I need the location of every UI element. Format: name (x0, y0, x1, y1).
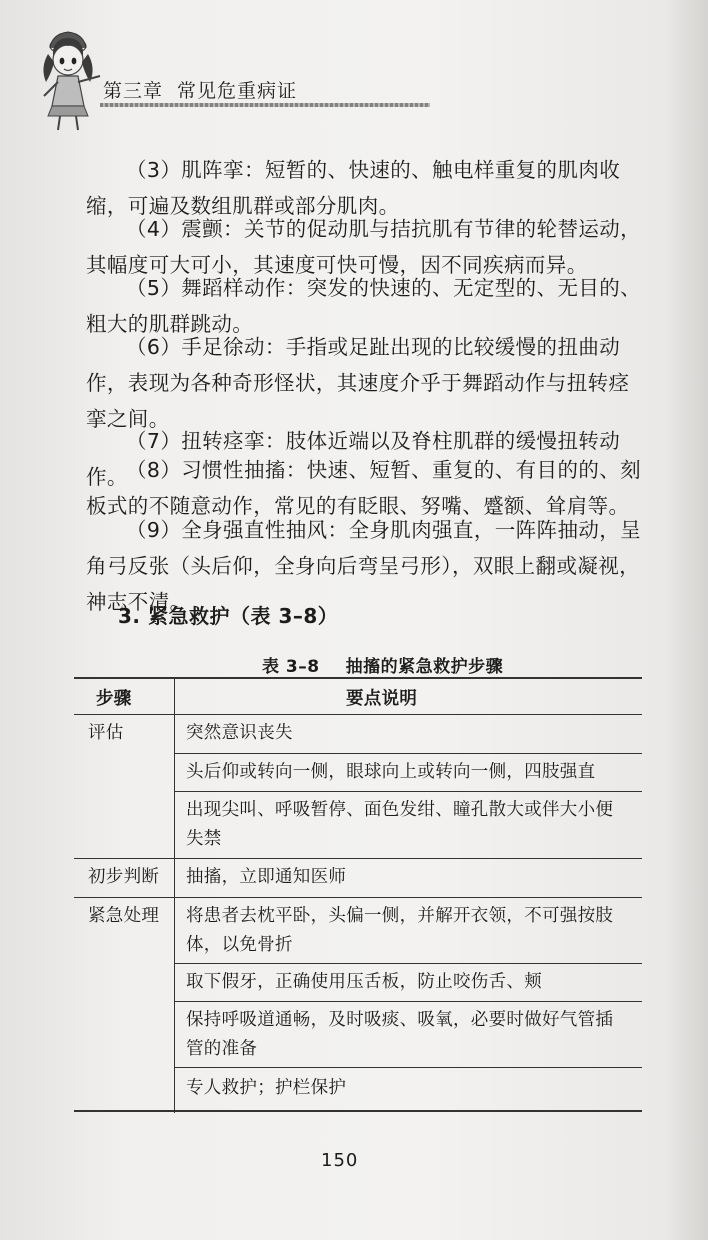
nurse-cartoon-icon (30, 24, 110, 134)
table-header-rule (74, 714, 642, 715)
paragraph-athetosis (86, 329, 646, 437)
section-heading: 3. 紧急救护（表 3–8） (118, 604, 339, 628)
table-desc-cell: 突然意识丧失 (186, 723, 293, 743)
table-row-rule (174, 963, 642, 964)
chapter-number: 第三章 (103, 80, 164, 102)
table-row-rule (174, 1067, 642, 1068)
chapter-heading (103, 76, 311, 103)
page-edge-shadow (664, 0, 708, 1240)
paragraph-head: （6）手足徐动： (126, 335, 286, 359)
paragraph-head: （9）全身强直性抽风： (126, 518, 349, 542)
table-row-rule (174, 753, 642, 754)
paragraph-head: （5）舞蹈样动作： (126, 276, 307, 300)
table-top-rule (74, 677, 642, 679)
paragraph-head: （8）习惯性抽搐： (126, 458, 307, 482)
table-caption (262, 652, 529, 677)
table-step-cell: 初步判断 (88, 867, 160, 887)
page-number: 150 (321, 1150, 359, 1171)
table-header-desc: 要点说明 (346, 689, 418, 709)
paragraph-head: （4）震颤： (126, 217, 244, 241)
table-desc-cell: 将患者去枕平卧，头偏一侧，并解开衣领，不可强按肢体，以免骨折 (186, 906, 614, 955)
table-row-rule (174, 1001, 642, 1002)
table-desc-cell: 保持呼吸道通畅，及时吸痰、吸氧，必要时做好气管插管的准备 (186, 1010, 614, 1059)
paragraph-body: 关节的促动肌与拮抗肌有节律的轮替运动，其幅度可大可小，其速度可快可慢，因不同疾病而异。 (86, 217, 642, 277)
table-row-rule (74, 897, 642, 898)
table-desc-cell: 出现尖叫、呼吸暂停、面色发绀、瞳孔散大或伴大小便失禁 (186, 800, 614, 849)
table-step-cell: 评估 (88, 723, 124, 743)
table-step-cell: 紧急处理 (88, 906, 160, 926)
paragraph-body: 手指或足趾出现的比较缓慢的扭曲动作，表现为各种奇形怪状，其速度介乎于舞蹈动作与扭转痉挛之间。 (86, 335, 630, 431)
paragraph-head: （3）肌阵挛： (126, 158, 265, 182)
table-column-divider (174, 677, 175, 1113)
table-row-rule (74, 858, 642, 859)
chapter-title: 常见危重病证 (177, 80, 298, 102)
emergency-steps-table (74, 677, 642, 1113)
paragraph-body: 突发的快速的、无定型的、无目的、粗大的肌群跳动。 (86, 276, 642, 336)
table-bottom-rule (74, 1110, 642, 1112)
table-row-rule (174, 791, 642, 792)
table-desc-cell: 取下假牙，正确使用压舌板，防止咬伤舌、颊 (186, 972, 542, 992)
table-desc-cell: 头后仰或转向一侧，眼球向上或转向一侧，四肢强直 (186, 762, 596, 782)
paragraph-body: 全身肌肉强直，一阵阵抽动，呈角弓反张（头后仰，全身向后弯呈弓形），双眼上翻或凝视，神志不清。 (86, 518, 642, 614)
paragraph-body: 短暂的、快速的、触电样重复的肌肉收缩，可遍及数组肌群或部分肌肉。 (86, 158, 621, 218)
table-caption-title: 抽搐的紧急救护步骤 (345, 657, 504, 677)
table-header-step: 步骤 (96, 689, 132, 709)
paragraph-head: （7）扭转痉挛： (126, 429, 286, 453)
table-desc-cell: 抽搐，立即通知医师 (186, 867, 347, 887)
paragraph-body: 肢体近端以及脊柱肌群的缓慢扭转动作。 (86, 429, 621, 489)
table-caption-number: 表 3–8 (262, 657, 320, 677)
table-desc-cell: 专人救护；护栏保护 (186, 1078, 347, 1098)
paragraph-body: 快速、短暂、重复的、有目的的、刻板式的不随意动作，常见的有眨眼、努嘴、蹙额、耸肩等。 (86, 458, 642, 518)
header-rule (100, 103, 430, 107)
